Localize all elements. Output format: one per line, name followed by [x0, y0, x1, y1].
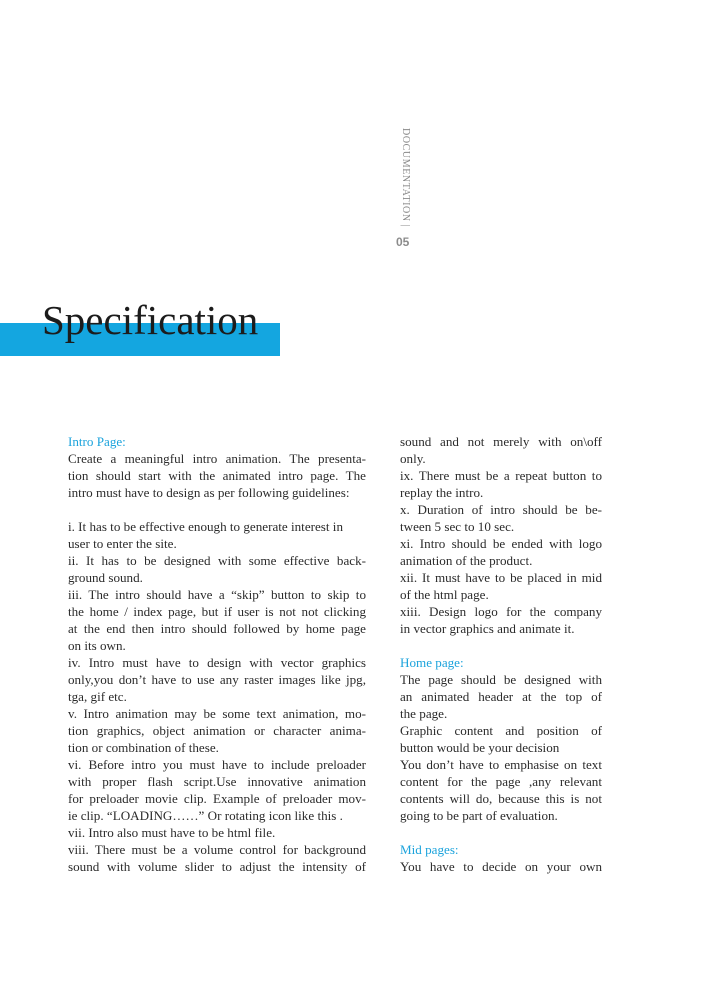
- paragraph-gap: [400, 824, 602, 841]
- paragraph-line: content for the page ,any relevant: [400, 774, 602, 789]
- paragraph-line: i. It has to be effective enough to generate interest in: [68, 519, 343, 534]
- paragraph-gap: [400, 637, 602, 654]
- page-number: 05: [396, 235, 410, 249]
- mid-pages-heading: Mid pages:: [400, 842, 459, 857]
- paragraph-line: tion should start with the animated intro page. The: [68, 468, 366, 483]
- paragraph-line: contents will do, because this is not: [400, 791, 602, 806]
- paragraph-line: sound and not merely with on\off: [400, 434, 602, 449]
- paragraph-line: ii. It has to be designed with some effective back-: [68, 553, 366, 568]
- paragraph-line: iv. Intro must have to design with vector graphics: [68, 655, 366, 670]
- paragraph-line: intro must have to design as per following guidelines:: [68, 485, 350, 500]
- paragraph-line: sound with volume slider to adjust the intensity of: [68, 859, 366, 874]
- home-page-heading: Home page:: [400, 655, 464, 670]
- paragraph-line: replay the intro.: [400, 485, 484, 500]
- paragraph-line: going to be part of evaluation.: [400, 808, 558, 823]
- paragraph-line: You don’t have to emphasise on text: [400, 757, 602, 772]
- paragraph-line: Create a meaningful intro animation. The presenta-: [68, 451, 366, 466]
- page-title: Specification: [42, 297, 259, 343]
- intro-page-heading: Intro Page:: [68, 434, 126, 449]
- paragraph-line: tga, gif etc.: [68, 689, 127, 704]
- paragraph-line: xi. Intro should be ended with logo: [400, 536, 602, 551]
- paragraph-line: in vector graphics and animate it.: [400, 621, 575, 636]
- paragraph-line: ie clip. “LOADING……” Or rotating icon like this .: [68, 808, 343, 823]
- paragraph-line: ix. There must be a repeat button to: [400, 468, 602, 483]
- paragraph-line: only,you don’t have to use any raster images like jpg,: [68, 672, 366, 687]
- section-separator: |: [400, 224, 411, 228]
- left-column: [68, 433, 366, 875]
- paragraph-line: on its own.: [68, 638, 126, 653]
- paragraph-line: ground sound.: [68, 570, 143, 585]
- paragraph-line: v. Intro animation may be some text animation, mo-: [68, 706, 366, 721]
- right-column: [400, 433, 602, 875]
- paragraph-line: an animated header at the top of: [400, 689, 602, 704]
- paragraph-line: user to enter the site.: [68, 536, 177, 551]
- paragraph-line: only.: [400, 451, 426, 466]
- paragraph-line: the page.: [400, 706, 448, 721]
- paragraph-line: the home / index page, but if user is not not clicking: [68, 604, 366, 619]
- section-label: [394, 128, 416, 240]
- paragraph-line: tion or combination of these.: [68, 740, 219, 755]
- paragraph-line: button would be your decision: [400, 740, 560, 755]
- paragraph-line: tween 5 sec to 10 sec.: [400, 519, 515, 534]
- section-label-text: DOCUMENTATION: [400, 128, 411, 222]
- paragraph-line: You have to decide on your own: [400, 859, 602, 874]
- paragraph-line: for preloader movie clip. Example of preloader mov-: [68, 791, 366, 806]
- paragraph-line: The page should be designed with: [400, 672, 602, 687]
- paragraph-line: Graphic content and position of: [400, 723, 602, 738]
- paragraph-line: tion graphics, object animation or character anima-: [68, 723, 366, 738]
- paragraph-line: x. Duration of intro should be be-: [400, 502, 602, 517]
- paragraph-line: viii. There must be a volume control for background: [68, 842, 366, 857]
- paragraph-line: at the end then intro should followed by home page: [68, 621, 366, 636]
- paragraph-line: of the html page.: [400, 587, 489, 602]
- paragraph-line: with proper flash script.Use innovative animation: [68, 774, 366, 789]
- paragraph-line: xii. It must have to be placed in mid: [400, 570, 602, 585]
- paragraph-line: animation of the product.: [400, 553, 533, 568]
- paragraph-line: iii. The intro should have a “skip” button to skip to: [68, 587, 366, 602]
- paragraph-line: xiii. Design logo for the company: [400, 604, 602, 619]
- paragraph-gap: [68, 501, 366, 518]
- paragraph-line: vii. Intro also must have to be html file.: [68, 825, 276, 840]
- paragraph-line: vi. Before intro you must have to include preloader: [68, 757, 366, 772]
